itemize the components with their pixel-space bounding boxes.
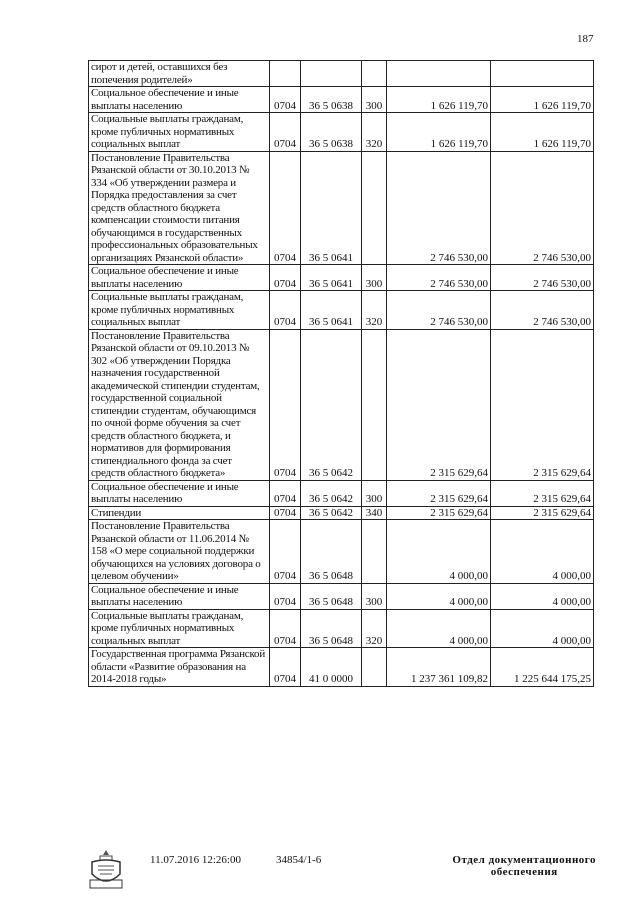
row-article: 36 5 0641 xyxy=(301,291,362,330)
row-expense-type: 320 xyxy=(362,113,387,152)
row-sum-1: 2 746 530,00 xyxy=(387,265,491,291)
table-row xyxy=(89,609,594,648)
row-name: Социальное обеспечение и иные выплаты населению xyxy=(89,87,270,113)
row-article: 41 0 0000 xyxy=(301,648,362,687)
row-name: Постановление Правительства Рязанской области от 11.06.2014 № 158 «О мере социальной поддержки обучающихся на условиях договора о целевом обучении» xyxy=(89,520,270,584)
table-row xyxy=(89,480,594,506)
row-name: Социальное обеспечение и иные выплаты населению xyxy=(89,583,270,609)
stamp-document-number: 34854/1-6 xyxy=(276,854,322,866)
row-section: 0704 xyxy=(270,87,301,113)
row-section: 0704 xyxy=(270,609,301,648)
row-sum-1: 2 746 530,00 xyxy=(387,291,491,330)
row-sum-2: 1 626 119,70 xyxy=(491,113,594,152)
table-row xyxy=(89,61,594,87)
row-name: Социальные выплаты гражданам, кроме публичных нормативных социальных выплат xyxy=(89,291,270,330)
row-sum-2: 2 315 629,64 xyxy=(491,506,594,520)
row-name: сирот и детей, оставшихся без попечения родителей» xyxy=(89,61,270,87)
row-name: Постановление Правительства Рязанской области от 09.10.2013 № 302 «Об утверждении Порядка назначения государственной академической стипендии студентам, государственной социальной стипендии студентам, обучающимся по очной форме обучения за счет средств областного бюджета, и нормативов для формирования стипендиального фонда за счет средств областного бюджета» xyxy=(89,329,270,480)
row-expense-type: 340 xyxy=(362,506,387,520)
row-sum-2: 4 000,00 xyxy=(491,609,594,648)
stamp-department-line-2: обеспечения xyxy=(490,866,558,878)
stamp-department xyxy=(452,854,596,878)
row-article: 36 5 0648 xyxy=(301,609,362,648)
row-name: Социальное обеспечение и иные выплаты населению xyxy=(89,265,270,291)
row-sum-1 xyxy=(387,61,491,87)
table-row xyxy=(89,520,594,584)
row-name: Постановление Правительства Рязанской области от 30.10.2013 № 334 «Об утверждении размера и Порядка предоставления за счет средств областного бюджета компенсации стоимости питания обучающимся в государственных профессиональных образовательных организациях Рязанской области» xyxy=(89,151,270,265)
row-name: Государственная программа Рязанской области «Развитие образования на 2014-2018 годы» xyxy=(89,648,270,687)
table-row xyxy=(89,291,594,330)
stamp-date: 11.07.2016 12:26:00 xyxy=(150,854,241,866)
row-expense-type xyxy=(362,648,387,687)
row-expense-type: 320 xyxy=(362,609,387,648)
footer xyxy=(86,848,596,898)
row-section xyxy=(270,61,301,87)
row-sum-1: 4 000,00 xyxy=(387,583,491,609)
row-section: 0704 xyxy=(270,506,301,520)
row-article: 36 5 0642 xyxy=(301,480,362,506)
row-sum-1: 2 315 629,64 xyxy=(387,506,491,520)
row-sum-2: 2 746 530,00 xyxy=(491,151,594,265)
row-section: 0704 xyxy=(270,648,301,687)
table-row xyxy=(89,506,594,520)
row-article: 36 5 0638 xyxy=(301,87,362,113)
row-expense-type xyxy=(362,329,387,480)
row-sum-2: 4 000,00 xyxy=(491,520,594,584)
row-expense-type xyxy=(362,151,387,265)
row-expense-type: 300 xyxy=(362,480,387,506)
row-sum-2: 4 000,00 xyxy=(491,583,594,609)
row-sum-1: 1 626 119,70 xyxy=(387,87,491,113)
table-row xyxy=(89,648,594,687)
row-sum-2 xyxy=(491,61,594,87)
row-sum-2: 2 746 530,00 xyxy=(491,291,594,330)
coat-of-arms-icon xyxy=(86,848,126,895)
row-expense-type: 320 xyxy=(362,291,387,330)
row-sum-2: 2 315 629,64 xyxy=(491,480,594,506)
row-article: 36 5 0638 xyxy=(301,113,362,152)
row-name: Социальное обеспечение и иные выплаты населению xyxy=(89,480,270,506)
row-section: 0704 xyxy=(270,583,301,609)
row-expense-type: 300 xyxy=(362,583,387,609)
row-sum-1: 4 000,00 xyxy=(387,520,491,584)
row-section: 0704 xyxy=(270,151,301,265)
row-name: Стипендии xyxy=(89,506,270,520)
row-article: 36 5 0641 xyxy=(301,265,362,291)
row-article: 36 5 0642 xyxy=(301,329,362,480)
table-row xyxy=(89,151,594,265)
table-row xyxy=(89,113,594,152)
row-article: 36 5 0648 xyxy=(301,583,362,609)
row-expense-type xyxy=(362,61,387,87)
row-article: 36 5 0642 xyxy=(301,506,362,520)
row-article: 36 5 0648 xyxy=(301,520,362,584)
table-row xyxy=(89,87,594,113)
row-sum-1: 1 237 361 109,82 xyxy=(387,648,491,687)
row-sum-2: 2 315 629,64 xyxy=(491,329,594,480)
row-section: 0704 xyxy=(270,329,301,480)
table-row xyxy=(89,265,594,291)
row-section: 0704 xyxy=(270,291,301,330)
row-expense-type: 300 xyxy=(362,265,387,291)
stamp-department-line-1: Отдел документационного xyxy=(452,854,596,866)
row-section: 0704 xyxy=(270,113,301,152)
row-sum-1: 2 315 629,64 xyxy=(387,329,491,480)
row-expense-type: 300 xyxy=(362,87,387,113)
table-row xyxy=(89,583,594,609)
row-name: Социальные выплаты гражданам, кроме публичных нормативных социальных выплат xyxy=(89,113,270,152)
row-sum-1: 1 626 119,70 xyxy=(387,113,491,152)
budget-table xyxy=(88,60,594,687)
row-sum-2: 1 626 119,70 xyxy=(491,87,594,113)
row-sum-2: 1 225 644 175,25 xyxy=(491,648,594,687)
row-article: 36 5 0641 xyxy=(301,151,362,265)
row-expense-type xyxy=(362,520,387,584)
row-sum-1: 2 746 530,00 xyxy=(387,151,491,265)
table-row xyxy=(89,329,594,480)
page-number: 187 xyxy=(577,33,594,45)
row-section: 0704 xyxy=(270,265,301,291)
row-name: Социальные выплаты гражданам, кроме публичных нормативных социальных выплат xyxy=(89,609,270,648)
row-sum-1: 4 000,00 xyxy=(387,609,491,648)
row-article xyxy=(301,61,362,87)
row-section: 0704 xyxy=(270,480,301,506)
row-section: 0704 xyxy=(270,520,301,584)
row-sum-1: 2 315 629,64 xyxy=(387,480,491,506)
row-sum-2: 2 746 530,00 xyxy=(491,265,594,291)
